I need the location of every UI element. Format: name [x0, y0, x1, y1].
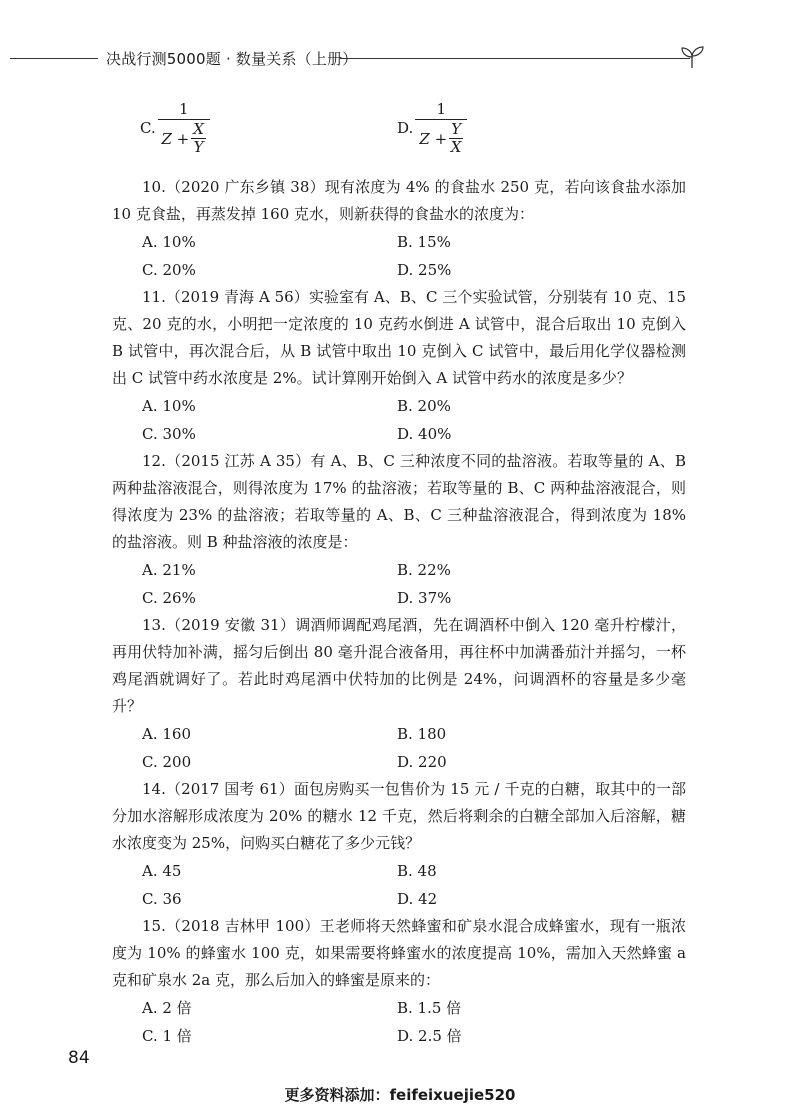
header-title: 决战行测5000题 · 数量关系（上册） — [106, 50, 358, 68]
question-13: 13.（2019 安徽 31）调酒师调配鸡尾酒，先在调酒杯中倒入 120 毫升柠檬汁，再用伏特加补满，摇匀后倒出 80 毫升混合液备用，再往杯中加满番茄汁并摇匀，一杯鸡尾酒就调好了。若此时鸡尾酒中伏特加的比例是 24%，问调酒杯的容量是多少毫升？ — [112, 616, 686, 715]
option-c[interactable]: C. 200 — [142, 753, 192, 771]
options-row — [112, 392, 686, 420]
fraction-denominator — [419, 120, 463, 156]
fraction-numerator: 1 — [158, 100, 210, 120]
option-b[interactable]: B. 180 — [397, 725, 447, 743]
option-d-fraction[interactable] — [397, 100, 467, 156]
denominator-prefix: Z + — [161, 129, 190, 148]
fraction — [415, 100, 467, 156]
option-d[interactable]: D. 25% — [397, 261, 452, 279]
question-11: 11.（2019 青海 A 56）实验室有 A、B、C 三个实验试管，分别装有 10 克、15 克、20 克的水，小明把一定浓度的 10 克药水倒进 A 试管中，混合后取出 10 克倒入 B 试管中，再次混合后，从 B 试管中取出 10 克倒入 C 试管中，最后用化学仪器检测出 C 试管中药水浓度是 2%。试计算刚开始倒入 A 试管中药水的浓度是多少？ — [112, 288, 686, 387]
denominator-prefix: Z + — [419, 129, 448, 148]
option-b[interactable]: B. 48 — [397, 862, 437, 880]
option-c-fraction[interactable] — [140, 100, 210, 156]
options-row — [112, 420, 686, 448]
option-a[interactable]: A. 45 — [142, 862, 182, 880]
inner-denominator: Y — [193, 138, 204, 156]
options-row — [112, 720, 686, 748]
fraction-numerator: 1 — [415, 100, 467, 120]
options-row — [112, 556, 686, 584]
option-d[interactable]: D. 37% — [397, 589, 452, 607]
header-rule-right — [340, 58, 690, 59]
options-row — [112, 228, 686, 256]
option-b[interactable]: B. 1.5 倍 — [397, 999, 462, 1017]
option-a[interactable]: A. 10% — [142, 397, 196, 415]
option-a[interactable]: A. 10% — [142, 233, 196, 251]
option-b[interactable]: B. 20% — [397, 397, 451, 415]
option-c[interactable]: C. 20% — [142, 261, 196, 279]
fraction — [158, 100, 210, 156]
option-d[interactable]: D. 42 — [397, 890, 438, 908]
question-10: 10.（2020 广东乡镇 38）现有浓度为 4% 的食盐水 250 克，若向该食盐水添加 10 克食盐，再蒸发掉 160 克水，则新获得的食盐水的浓度为： — [112, 178, 686, 223]
option-label: D. — [397, 119, 414, 137]
question-15: 15.（2018 吉林甲 100）王老师将天然蜂蜜和矿泉水混合成蜂蜜水，现有一瓶浓度为 10% 的蜂蜜水 100 克，如果需要将蜂蜜水的浓度提高 10%，需加入天然蜂蜜 a 克和矿泉水 2a 克，那么后加入的蜂蜜是原来的： — [112, 917, 686, 989]
options-row — [112, 994, 686, 1022]
option-a[interactable]: A. 21% — [142, 561, 196, 579]
option-label: C. — [140, 119, 156, 137]
inner-numerator: Y — [451, 120, 462, 138]
fraction-options-row — [0, 100, 800, 170]
option-d[interactable]: D. 40% — [397, 425, 452, 443]
fraction-denominator — [161, 120, 205, 156]
footer-note: 更多资料添加：feifeixuejie520 — [284, 1086, 516, 1104]
option-a[interactable]: A. 2 倍 — [142, 999, 192, 1017]
option-c[interactable]: C. 1 倍 — [142, 1027, 192, 1045]
page-number: 84 — [68, 1048, 90, 1068]
option-d[interactable]: D. 220 — [397, 753, 447, 771]
question-14: 14.（2017 国考 61）面包房购买一包售价为 15 元 / 千克的白糖，取其中的一部分加水溶解形成浓度为 20% 的糖水 12 千克，然后将剩余的白糖全部加入后溶解，糖水浓度变为 25%，问购买白糖花了多少元钱？ — [112, 780, 686, 852]
option-d[interactable]: D. 2.5 倍 — [397, 1027, 462, 1045]
inner-numerator: X — [193, 120, 204, 138]
question-12: 12.（2015 江苏 A 35）有 A、B、C 三种浓度不同的盐溶液。若取等量的 A、B 两种盐溶液混合，则得浓度为 17% 的盐溶液；若取等量的 B、C 两种盐溶液混合，则得浓度为 23% 的盐溶液；若取等量的 A、B、C 三种盐溶液混合，得到浓度为 18% 的盐溶液。则 B 种盐溶液的浓度是： — [112, 452, 686, 551]
question-list — [112, 174, 686, 1050]
option-b[interactable]: B. 15% — [397, 233, 451, 251]
running-header — [0, 44, 800, 74]
inner-fraction — [449, 121, 463, 156]
options-row — [112, 584, 686, 612]
option-c[interactable]: C. 36 — [142, 890, 182, 908]
options-row — [112, 748, 686, 776]
header-rule-left — [10, 58, 98, 59]
option-c[interactable]: C. 30% — [142, 425, 196, 443]
option-b[interactable]: B. 22% — [397, 561, 451, 579]
inner-denominator: X — [450, 138, 462, 156]
options-row — [112, 857, 686, 885]
option-a[interactable]: A. 160 — [142, 725, 191, 743]
options-row — [112, 1022, 686, 1050]
sprout-icon — [678, 44, 706, 70]
options-row — [112, 885, 686, 913]
options-row — [112, 256, 686, 284]
inner-fraction — [191, 121, 206, 156]
option-c[interactable]: C. 26% — [142, 589, 196, 607]
